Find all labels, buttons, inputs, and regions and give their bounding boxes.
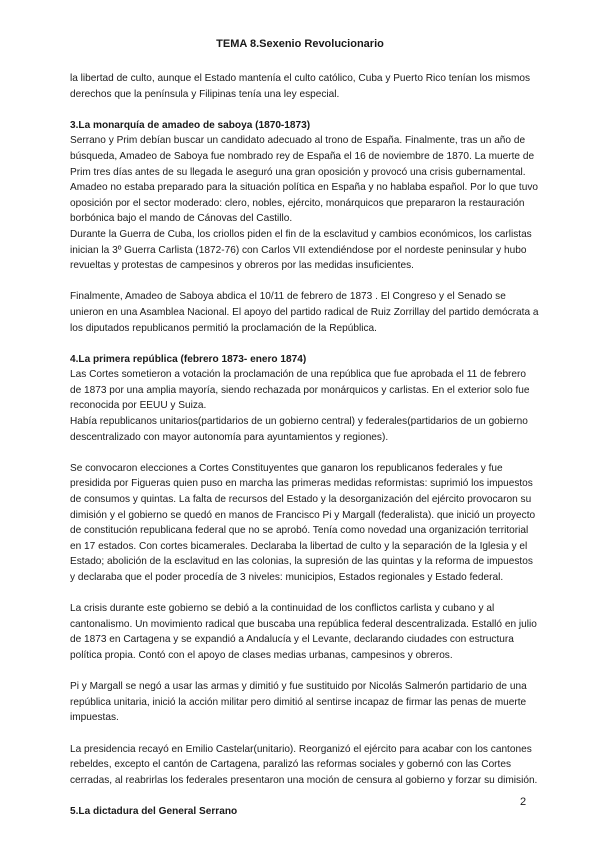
paragraph: La presidencia recayó en Emilio Castelar(unitario). Reorganizó el ejército para acabar con los cantones rebeldes, excepto el cantón de Cartagena, paralizó las reformas sociales y gobernó con las Cortes cerradas, al reabrirlas los federales presentaron una moción de censura al gobierno y forzar su dimisión. [70, 743, 538, 786]
paragraph: Se convocaron elecciones a Cortes Constituyentes que ganaron los republicanos federales y fue presidida por Figueras quien puso en marcha las primeras medidas reformistas: suprimió los impuestos de consumos y quintas. La falta de recursos del Estado y la desorganización del ejército provocaron su dimisión y el gobierno se quedó en manos de Francisco Pi y Margall (federalista). que inició un proyecto de constitución republicana federal que no se aprobó. Tenía como novedad una organización territorial en 17 estados. Con cortes bicamerales. Declaraba la libertad de culto y la separación de la Iglesia y el Estado; abolición de la esclavitud en las colonias, la supresión de las quintas y la reforma de impuestos y declaraba que el poder procedía de 3 niveles: municipios, Estados regionales y Estado federal. [70, 462, 536, 583]
paragraph-gap [70, 726, 540, 742]
page-number: 2 [520, 796, 527, 808]
paragraph: Serrano y Prim debían buscar un candidato adecuado al trono de España. Finalmente, tras un año de búsqueda, Amadeo de Saboya fue nombrado rey de España el 16 de noviembre de 1870. La muerte de Prim tres días antes de su llegada le aseguró una gran oposición y provocó una crisis gubernamental. Amadeo no estaba preparado para la situación política en España y no hablaba español. Por lo que tuvo oposición por el sector moderado: clero, nobles, ejército, monárquicos que prepararon la restauración borbónica bajo el mando de Cánovas del Castillo. [70, 135, 539, 225]
section-heading: 4.La primera república (febrero 1873- enero 1874) [70, 353, 307, 365]
paragraph-gap [70, 102, 540, 118]
paragraph-gap [70, 788, 540, 804]
section-heading: 3.La monarquía de amadeo de saboya (1870-1873) [70, 119, 311, 131]
paragraph-gap [70, 274, 540, 290]
paragraph: Había republicanos unitarios(partidarios de un gobierno central) y federales(partidarios de un gobierno descentralizado con mayor autonomía para ayuntamientos y regiones). [70, 416, 528, 443]
paragraph: la libertad de culto, aunque el Estado mantenía el culto católico, Cuba y Puerto Rico tenían los mismos derechos que la península y Filipinas tenía una ley especial. [70, 73, 531, 100]
paragraph: La crisis durante este gobierno se debió a la continuidad de los conflictos carlista y cubano y al cantonalismo. Un movimiento radical que buscaba una república federal descentralizada. Estalló en julio de 1873 en Cartagena y se expandió a Andalucía y el Levante, declarando ciudades con estructura política propia. Contó con el apoyo de clases medias urbanas, campesinos y obreros. [70, 603, 537, 661]
paragraph: Las Cortes sometieron a votación la proclamación de una república que fue aprobada el 11 de febrero de 1873 por una amplia mayoría, siendo rechazada por monárquicos y carlistas. En el exterior solo fue reconocida por EEUU y Suiza. [70, 369, 530, 412]
paragraph: Finalmente, Amadeo de Saboya abdica el 10/11 de febrero de 1873 . El Congreso y el Senado se unieron en una Asamblea Nacional. El apoyo del partido radical de Ruiz Zorrillay del partido demócrata a los diputados republicanos permitió la proclamación de la República. [70, 291, 539, 334]
paragraph: Durante la Guerra de Cuba, los criollos piden el fin de la esclavitud y cambios económicos, los carlistas inician la 3º Guerra Carlista (1872-76) con Carlos VII extendiéndose por el nordeste peninsular y hubo revueltas y protestas de campesinos y obreros por las medidas insuficientes. [70, 228, 532, 272]
document-title: TEMA 8.Sexenio Revolucionario [216, 38, 384, 50]
paragraph: Pi y Margall se negó a usar las armas y dimitió y fue sustituido por Nicolás Salmerón partidario de una república unitaria, inició la acción militar pero dimitió al sentirse incapaz de firmar las penas de muerte impuestas. [70, 681, 527, 724]
paragraph-gap [70, 445, 540, 461]
section-heading: 5.La dictadura del General Serrano [70, 805, 238, 817]
paragraph-gap [70, 336, 540, 352]
paragraph-gap [70, 664, 540, 680]
document-body [70, 71, 540, 820]
paragraph-gap [70, 586, 540, 602]
